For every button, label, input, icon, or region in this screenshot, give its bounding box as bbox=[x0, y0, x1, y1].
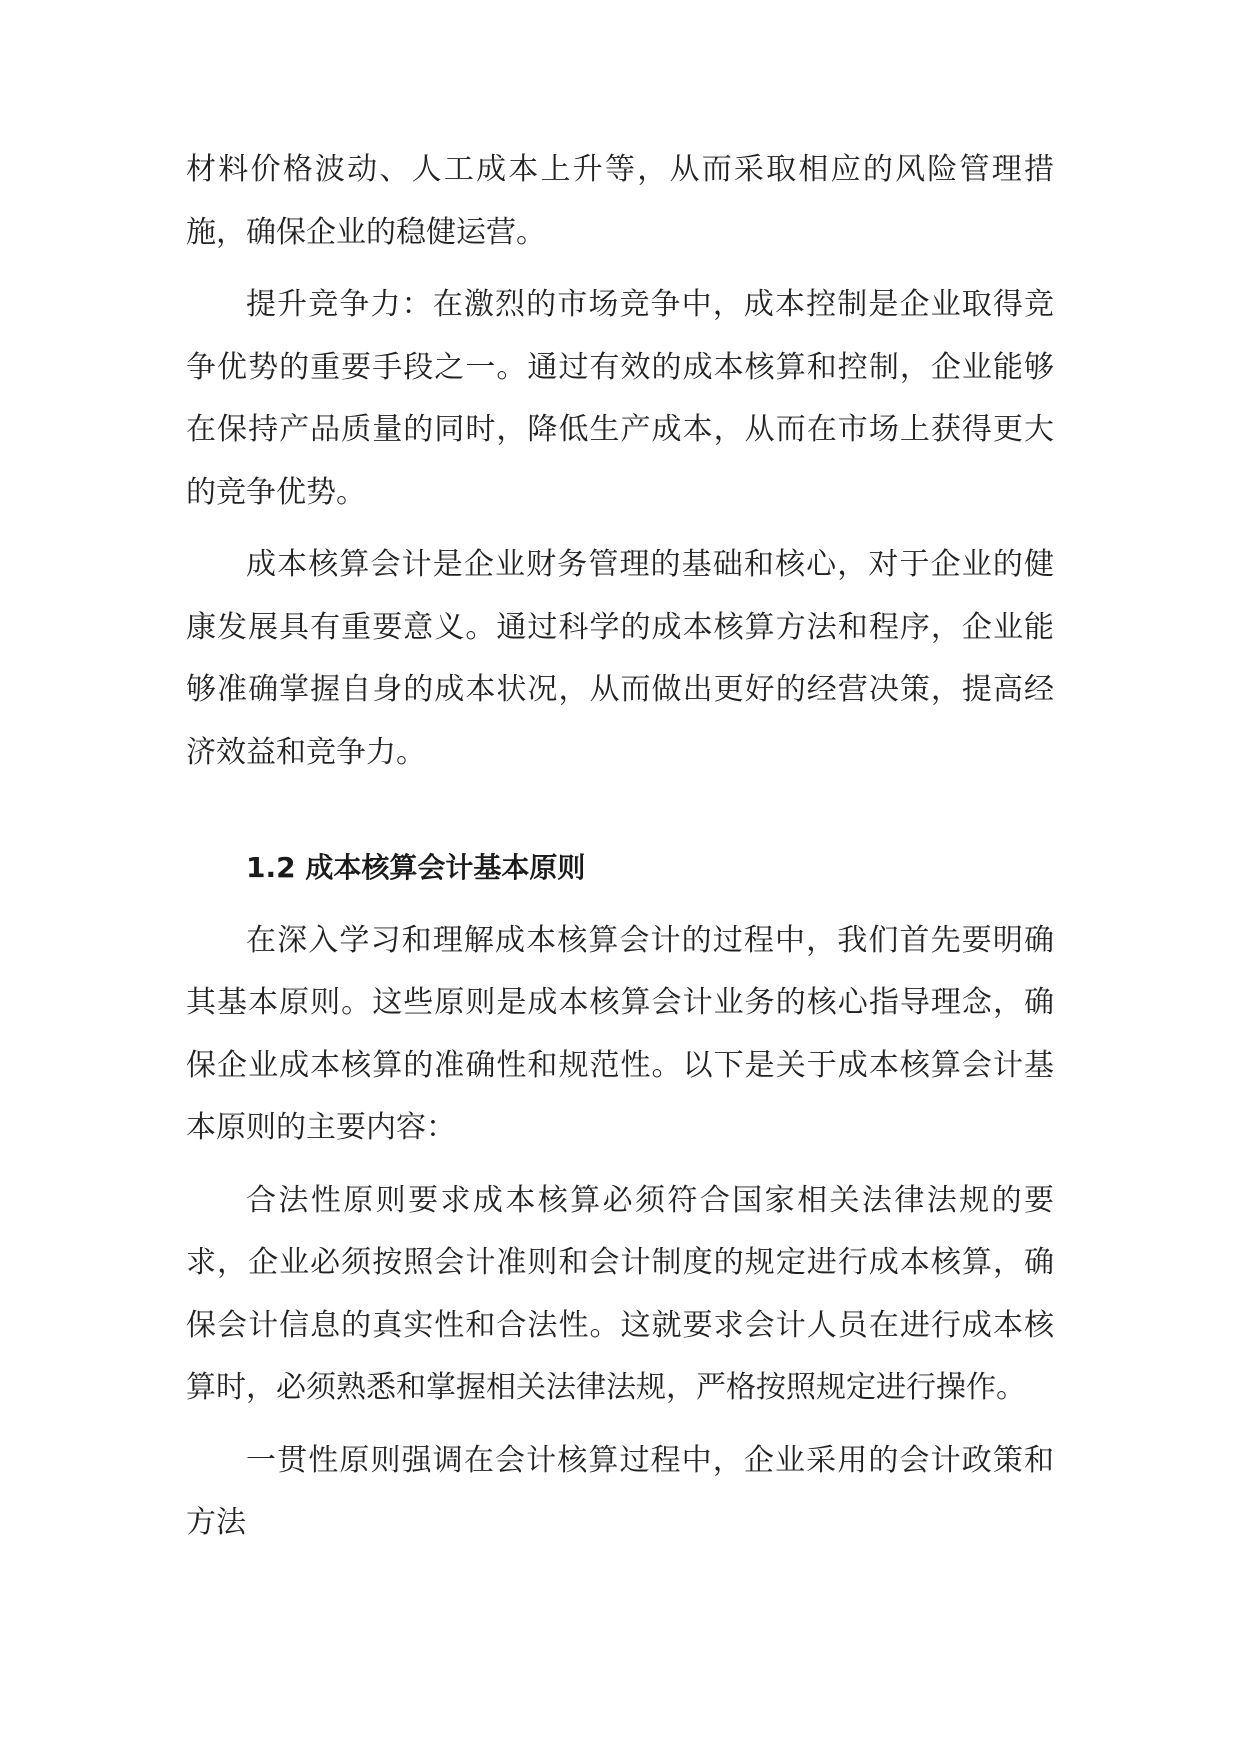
paragraph-intro: 在深入学习和理解成本核算会计的过程中，我们首先要明确其基本原则。这些原则是成本核算会计业务的核心指导理念，确保企业成本核算的准确性和规范性。以下是关于成本核算会计基本原则的主要内容： bbox=[186, 922, 1054, 1145]
paragraph-competitiveness: 提升竞争力：在激烈的市场竞争中，成本控制是企业取得竞争优势的重要手段之一。通过有效的成本核算和控制，企业能够在保持产品质量的同时，降低生产成本，从而在市场上获得更大的竞争优势。 bbox=[186, 287, 1054, 510]
section-heading: 1.2 成本核算会计基本原则 bbox=[246, 851, 586, 884]
paragraph-legality-principle: 合法性原则要求成本核算必须符合国家相关法律法规的要求，企业必须按照会计准则和会计制度的规定进行成本核算，确保会计信息的真实性和合法性。这就要求会计人员在进行成本核算时，必须熟悉和掌握相关法律法规，严格按照规定进行操作。 bbox=[186, 1182, 1054, 1405]
paragraph-consistency-principle: 一贯性原则强调在会计核算过程中，企业采用的会计政策和方法 bbox=[186, 1442, 1054, 1540]
paragraph-summary: 成本核算会计是企业财务管理的基础和核心，对于企业的健康发展具有重要意义。通过科学的成本核算方法和程序，企业能够准确掌握自身的成本状况，从而做出更好的经营决策，提高经济效益和竞争力。 bbox=[186, 547, 1054, 770]
paragraph-continuation: 材料价格波动、人工成本上升等，从而采取相应的风险管理措施，确保企业的稳健运营。 bbox=[186, 152, 1054, 250]
document-page bbox=[186, 139, 1054, 1555]
